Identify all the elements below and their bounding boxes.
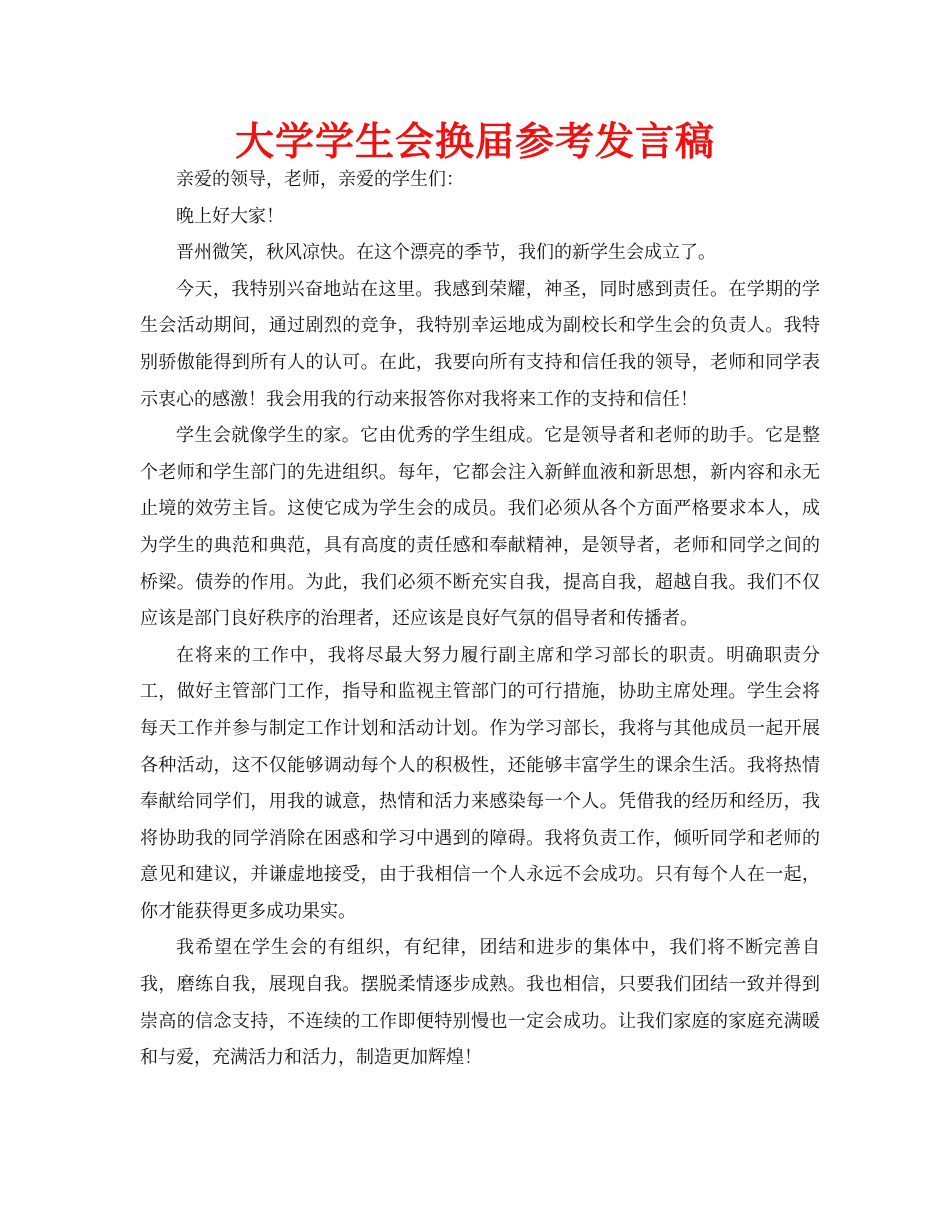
paragraph-opening: 晋州微笑，秋风凉快。在这个漂亮的季节，我们的新学生会成立了。 xyxy=(176,242,716,264)
paragraph-student-union: 学生会就像学生的家。它由优秀的学生组成。它是领导者和老师的助手。它是整个老师和学生部门的先进组织。每年，它都会注入新鲜血液和新思想，新内容和永无止境的效劳主旨。这使它成为学生会的成员。我们必须从各个方面严格要求本人，成为学生的典范和典范，具有高度的责任感和奉献精神，是领导者，老师和同学之间的桥梁。债券的作用。为此，我们必须不断充实自我，提高自我，超越自我。我们不仅应该是部门良好秩序的治理者，还应该是良好气氛的倡导者和传播者。 xyxy=(140,425,820,630)
document-body xyxy=(140,162,820,1077)
paragraph-greeting: 亲爱的领导，老师，亲爱的学生们： xyxy=(176,169,464,190)
document-title: 大学学生会换届参考发言稿 xyxy=(234,120,715,165)
paragraph-closing: 我希望在学生会的有组织，有纪律，团结和进步的集体中，我们将不断完善自我，磨练自我，展现自我。摆脱柔情逐步成熟。我也相信，只要我们团结一致并得到崇高的信念支持，不连续的工作即便特别慢也一定会成功。让我们家庭的家庭充满暖和与爱，充满活力和活力，制造更加辉煌！ xyxy=(140,937,820,1069)
paragraph-salutation: 晚上好大家！ xyxy=(176,205,284,227)
paragraph-gratitude: 今天，我特别兴奋地站在这里。我感到荣耀，神圣，同时感到责任。在学期的学生会活动期间，通过剧烈的竞争，我特别幸运地成为副校长和学生会的负责人。我特别骄傲能得到所有人的认可。在此，我要向所有支持和信任我的领导，老师和同学表示衷心的感激！我会用我的行动来报答你对我将来工作的支持和信任！ xyxy=(140,278,820,410)
paragraph-future-work: 在将来的工作中，我将尽最大努力履行副主席和学习部长的职责。明确职责分工，做好主管部门工作，指导和监视主管部门的可行措施，协助主席处理。学生会将每天工作并参与制定工作计划和活动计划。作为学习部长，我将与其他成员一起开展各种活动，这不仅能够调动每个人的积极性，还能够丰富学生的课余生活。我将热情奉献给同学们，用我的诚意，热情和活力来感染每一个人。凭借我的经历和经历，我将协助我的同学消除在困惑和学习中遇到的障碍。我将负责工作，倾听同学和老师的意见和建议，并谦虚地接受，由于我相信一个人永远不会成功。只有每个人在一起，你才能获得更多成功果实。 xyxy=(140,644,820,922)
